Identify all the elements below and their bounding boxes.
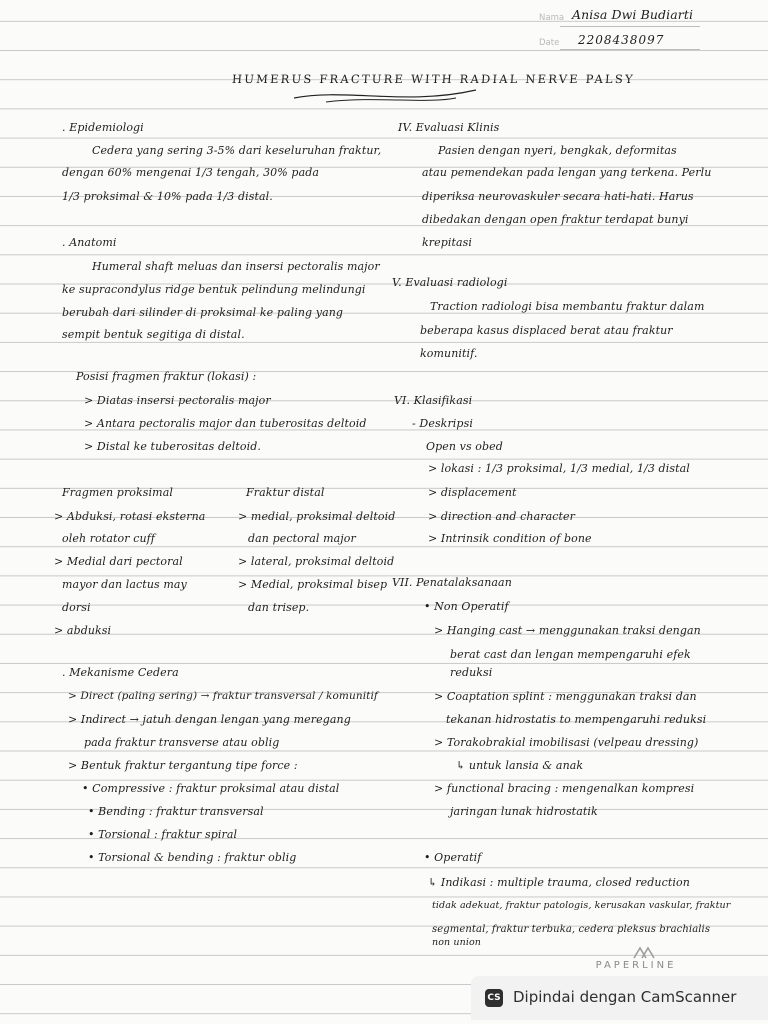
- right-line: Pasien dengan nyeri, bengkak, deformitas: [438, 144, 677, 157]
- page-title: HUMERUS FRACTURE WITH RADIAL NERVE PALSY: [231, 72, 636, 86]
- right-line: Traction radiologi bisa membantu fraktur dalam: [430, 300, 705, 313]
- left-line: > Indirect → jatuh dengan lengan yang meregang: [68, 713, 351, 726]
- name-value: Anisa Dwi Budiarti: [572, 7, 694, 22]
- left-line: dan pectoral major: [248, 532, 356, 545]
- left-line: dorsi: [62, 601, 91, 614]
- title-brace-mark: [286, 84, 486, 108]
- right-line: VII. Penatalaksanaan: [392, 576, 512, 589]
- name-line: [560, 26, 700, 27]
- left-line: • Torsional : fraktur spiral: [88, 828, 238, 841]
- left-line: dengan 60% mengenai 1/3 tengah, 30% pada: [62, 166, 320, 179]
- left-line: > lateral, proksimal deltoid: [238, 555, 395, 568]
- left-line: > Abduksi, rotasi eksterna: [54, 510, 206, 523]
- left-line: Fraktur distal: [246, 486, 325, 499]
- date-line: [560, 49, 700, 50]
- left-line: • Torsional & bending : fraktur oblig: [88, 851, 297, 864]
- right-line: tekanan hidrostatis to mempengaruhi reduksi: [446, 713, 707, 726]
- right-line: > Coaptation splint : menggunakan traksi dan: [434, 690, 697, 703]
- right-line: VI. Klasifikasi: [394, 394, 473, 407]
- right-line: reduksi: [450, 666, 493, 679]
- paperline-logo-icon: [632, 946, 660, 960]
- left-line: oleh rotator cuff: [62, 532, 155, 545]
- right-line: dibedakan dengan open fraktur terdapat bunyi: [422, 213, 689, 226]
- right-line: > displacement: [428, 486, 517, 499]
- right-line: > Hanging cast → menggunakan traksi dengan: [434, 624, 701, 637]
- left-line: . Epidemiologi: [62, 121, 144, 134]
- right-line: > lokasi : 1/3 proksimal, 1/3 medial, 1/3 distal: [428, 462, 690, 475]
- left-line: > Bentuk fraktur tergantung tipe force :: [68, 759, 298, 772]
- left-line: > abduksi: [54, 624, 112, 637]
- left-line: pada fraktur transverse atau oblig: [84, 736, 280, 749]
- camscanner-icon: CS: [485, 989, 503, 1007]
- left-line: > Antara pectoralis major dan tuberositas deltoid: [84, 417, 367, 430]
- right-line: berat cast dan lengan mempengaruhi efek: [450, 648, 691, 661]
- right-line: V. Evaluasi radiologi: [392, 276, 508, 289]
- right-line: jaringan lunak hidrostatik: [450, 805, 598, 818]
- left-line: dan trisep.: [248, 601, 310, 614]
- right-line: ↳ untuk lansia & anak: [456, 759, 584, 772]
- right-line: > functional bracing : mengenalkan kompresi: [434, 782, 695, 795]
- left-line: Posisi fragmen fraktur (lokasi) :: [76, 370, 257, 383]
- left-line: mayor dan lactus may: [62, 578, 187, 591]
- right-line: krepitasi: [422, 236, 473, 249]
- left-line: ke supracondylus ridge bentuk pelindung melindungi: [62, 283, 366, 296]
- left-line: Cedera yang sering 3-5% dari keseluruhan fraktur,: [92, 144, 382, 157]
- right-line: - Deskripsi: [412, 417, 473, 430]
- right-line: ↳ Indikasi : multiple trauma, closed reduction: [428, 876, 690, 889]
- date-label: Date: [539, 38, 560, 48]
- left-line: 1/3 proksimal & 10% pada 1/3 distal.: [62, 190, 273, 203]
- right-line: beberapa kasus displaced berat atau fraktur: [420, 324, 673, 337]
- right-line: komunitif.: [420, 347, 478, 360]
- left-line: > Medial dari pectoral: [54, 555, 183, 568]
- left-line: > Distal ke tuberositas deltoid.: [84, 440, 261, 453]
- left-line: • Bending : fraktur transversal: [88, 805, 264, 818]
- left-line: sempit bentuk segitiga di distal.: [62, 328, 245, 341]
- right-line: > Intrinsik condition of bone: [428, 532, 592, 545]
- left-line: > Diatas insersi pectoralis major: [84, 394, 271, 407]
- left-line: • Compressive : fraktur proksimal atau distal: [82, 782, 340, 795]
- left-line: > Direct (paling sering) → fraktur transversal / komunitif: [68, 690, 378, 702]
- right-line: non union: [432, 937, 481, 948]
- right-line: > Torakobrakial imobilisasi (velpeau dressing): [434, 736, 699, 749]
- right-line: segmental, fraktur terbuka, cedera pleksus brachialis: [432, 924, 711, 935]
- left-line: > Medial, proksimal bisep: [238, 578, 388, 591]
- right-line: Open vs obed: [426, 440, 503, 453]
- left-line: Fragmen proksimal: [62, 486, 173, 499]
- right-line: > direction and character: [428, 510, 575, 523]
- right-line: tidak adekuat, fraktur patologis, kerusakan vaskular, fraktur: [432, 900, 731, 911]
- right-line: IV. Evaluasi Klinis: [398, 121, 500, 134]
- right-line: diperiksa neurovaskuler secara hati-hati. Harus: [422, 190, 694, 203]
- camscanner-label: Dipindai dengan CamScanner: [513, 988, 737, 1006]
- date-value: 2208438097: [578, 33, 665, 47]
- right-line: • Operatif: [424, 851, 482, 864]
- left-line: Humeral shaft meluas dan insersi pectoralis major: [92, 260, 380, 273]
- camscanner-badge: [471, 976, 768, 1020]
- left-line: . Mekanisme Cedera: [62, 666, 179, 679]
- left-line: > medial, proksimal deltoid: [238, 510, 396, 523]
- right-line: atau pemendekan pada lengan yang terkena. Perlu: [422, 166, 712, 179]
- left-line: . Anatomi: [62, 236, 117, 249]
- name-label: Nama: [539, 13, 565, 23]
- right-line: • Non Operatif: [424, 600, 509, 613]
- paperline-logo-text: PAPERLINE: [595, 960, 677, 971]
- left-line: berubah dari silinder di proksimal ke paling yang: [62, 306, 344, 319]
